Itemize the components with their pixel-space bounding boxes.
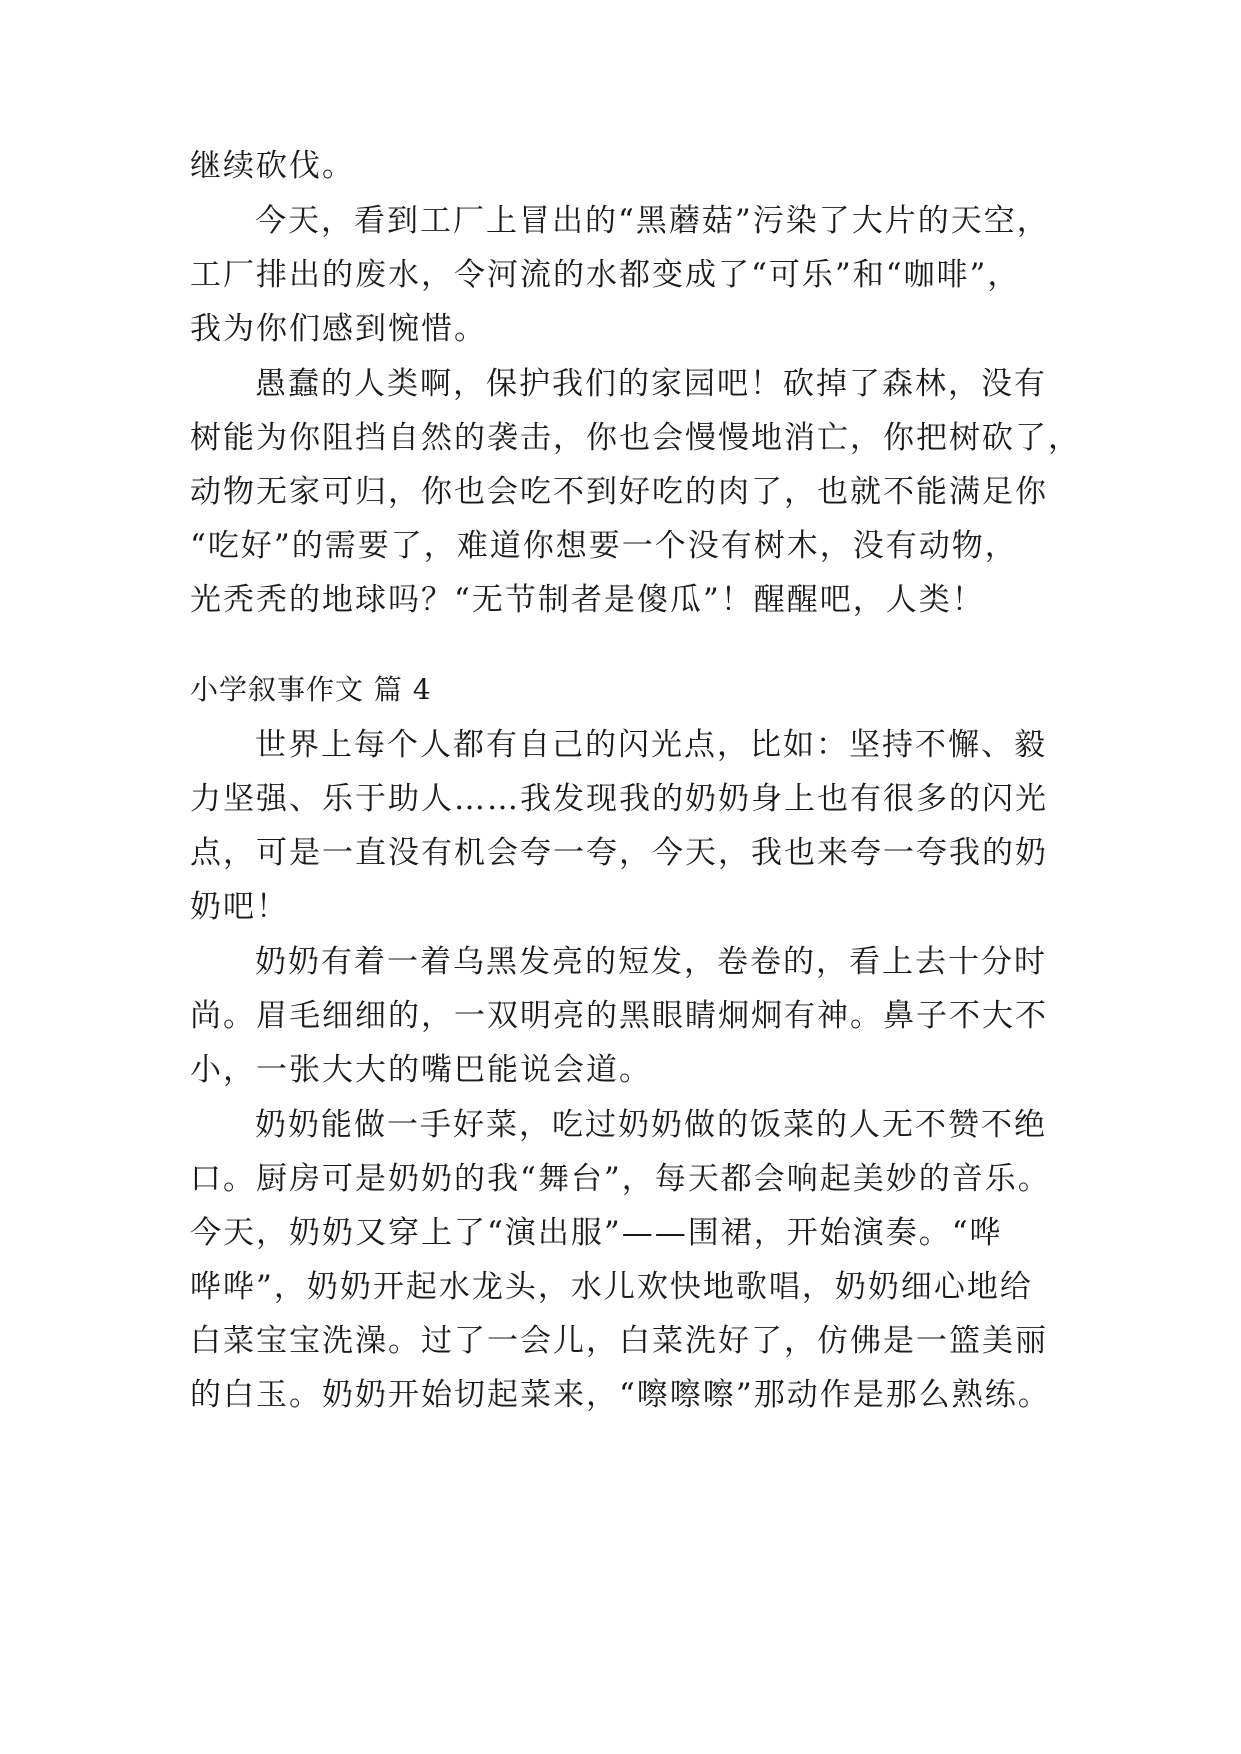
text-line: 工厂排出的废水，令河流的水都变成了“可乐”和“咖啡”， — [190, 257, 1021, 293]
text-line: 动物无家可归，你也会吃不到好吃的肉了，也就不能满足你 — [190, 474, 1048, 510]
text-line: 小，一张大大的嘴巴能说会道。 — [190, 1052, 652, 1088]
text-line: 力坚强、乐于助人……我发现我的奶奶身上也有很多的闪光 — [190, 781, 1048, 817]
section-heading: 小学叙事作文 篇 4 — [190, 673, 432, 706]
text-line: 世界上每个人都有自己的闪光点，比如：坚持不懈、毅 — [255, 727, 1047, 763]
text-line: 的白玉。奶奶开始切起菜来，“嚓嚓嚓”那动作是那么熟练。 — [190, 1377, 1051, 1413]
text-line: 尚。眉毛细细的，一双明亮的黑眼睛炯炯有神。鼻子不大不 — [190, 998, 1048, 1034]
text-line: 今天，看到工厂上冒出的“黑蘑菇”污染了大片的天空， — [255, 203, 1050, 239]
text-line: 白菜宝宝洗澡。过了一会儿，白菜洗好了，仿佛是一篮美丽 — [190, 1323, 1048, 1359]
text-line: 愚蠢的人类啊，保护我们的家园吧！砍掉了森林，没有 — [255, 366, 1047, 402]
text-line: 继续砍伐。 — [190, 148, 355, 184]
text-line: 我为你们感到惋惜。 — [190, 311, 487, 347]
text-line: 树能为你阻挡自然的袭击，你也会慢慢地消亡，你把树砍了， — [190, 420, 1081, 456]
text-line: 口。厨房可是奶奶的我“舞台”，每天都会响起美妙的音乐。 — [190, 1161, 1051, 1197]
text-line: 今天，奶奶又穿上了“演出服”——围裙，开始演奏。“哗 — [190, 1215, 1003, 1251]
text-line: 哗哗”，奶奶开起水龙头，水儿欢快地歌唱，奶奶细心地给 — [190, 1269, 1033, 1305]
text-line: 奶奶有着一着乌黑发亮的短发，卷卷的，看上去十分时 — [255, 944, 1047, 980]
text-line: 点，可是一直没有机会夸一夸，今天，我也来夸一夸我的奶 — [190, 835, 1048, 871]
text-line: 奶奶能做一手好菜，吃过奶奶做的饭菜的人无不赞不绝 — [255, 1107, 1047, 1143]
text-line: 奶吧！ — [190, 889, 289, 925]
text-line: “吃好”的需要了，难道你想要一个没有树木，没有动物， — [190, 528, 1018, 564]
text-line: 光秃秃的地球吗？“无节制者是傻瓜”！醒醒吧，人类！ — [190, 582, 985, 618]
